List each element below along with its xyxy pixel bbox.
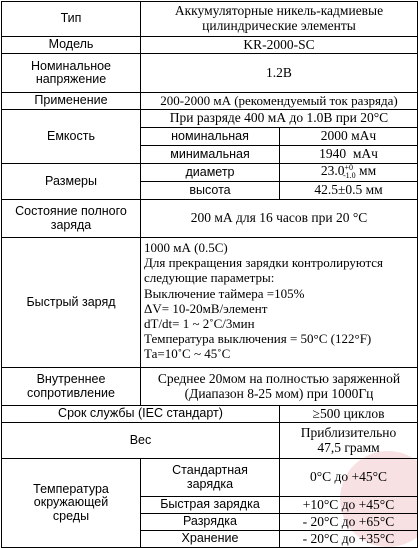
height-label: высота xyxy=(141,182,280,200)
temperature-label xyxy=(2,459,141,548)
fast-charge-line: dT/dt= 1 ~ 2˚С/3мин xyxy=(144,316,255,332)
row-service-life xyxy=(2,406,418,423)
temp-fast-label: Быстрая зарядка xyxy=(141,497,280,514)
type-value-line-2: цилиндрические элементы xyxy=(202,18,356,33)
fast-charge-line: 1000 мА (0.5С) xyxy=(144,240,228,255)
row-fast-charge xyxy=(2,238,418,368)
resistance-label xyxy=(2,368,141,406)
row-capacity-condition xyxy=(2,110,418,128)
diameter-tolerance-plus: +0 xyxy=(344,163,353,173)
temperature-label-line-3: среды xyxy=(52,508,90,523)
model-label: Модель xyxy=(2,37,141,54)
fast-charge-line: Та=10˚С ~ 45˚С xyxy=(144,346,231,362)
temp-standard-value: 0°С до +45°С xyxy=(280,459,418,497)
diameter-number: 23.0 xyxy=(320,163,345,179)
row-full-charge xyxy=(2,200,418,238)
capacity-label: Емкость xyxy=(2,110,141,164)
full-charge-label xyxy=(2,200,141,238)
capacity-condition: При разряде 400 мА до 1.0В при 20°С xyxy=(141,110,418,128)
fast-charge-line: Для прекращения зарядки контролируются xyxy=(144,255,384,271)
weight-value-line-2: 47,5 грамм xyxy=(317,439,380,455)
dimensions-label: Размеры xyxy=(2,164,141,200)
temperature-label-line-1: Температура xyxy=(33,481,109,496)
row-weight xyxy=(2,423,418,459)
full-charge-value: 200 мА для 16 часов при 20 °С xyxy=(141,200,418,238)
weight-value-line-1: Приблизительно xyxy=(300,424,397,440)
fast-charge-line: следующие параметры: xyxy=(144,270,275,286)
diameter-value xyxy=(280,164,418,182)
voltage-label-line-1: Номинальное xyxy=(30,58,112,73)
voltage-label-line-2: напряжение xyxy=(35,72,107,86)
temp-standard-label-line-1: Стандартная xyxy=(172,463,248,477)
diameter-unit: мм xyxy=(359,163,377,179)
temp-discharge-value: - 20°С до +65°С xyxy=(280,514,418,531)
application-label: Применение xyxy=(2,93,141,110)
model-value: KR-2000-SC xyxy=(141,37,418,54)
voltage-label xyxy=(2,54,141,93)
resistance-value-line-1: Среднее 20мом на полностью заряженной xyxy=(157,370,401,386)
resistance-value xyxy=(141,368,418,406)
type-value-line-1: Аккумуляторные никель-кадмиевые xyxy=(174,3,384,19)
application-value: 200-2000 мА (рекомендуемый ток разряда) xyxy=(141,93,418,110)
weight-value xyxy=(280,423,418,459)
voltage-value: 1.2В xyxy=(141,54,418,93)
row-voltage xyxy=(2,54,418,93)
temp-fast-value: +10°С до +45°С xyxy=(280,497,418,514)
fast-charge-line: Выключение таймера =105% xyxy=(144,285,305,301)
resistance-label-line-2: сопротивление xyxy=(27,385,115,400)
fast-charge-line: ΔV= 10-20мВ/элемент xyxy=(144,300,268,316)
weight-label: Вес xyxy=(2,423,280,459)
temp-standard-label xyxy=(141,459,280,497)
full-charge-label-line-1: Состояние полного xyxy=(15,204,127,218)
fast-charge-line: Температура выключения = 50°С (122°F) xyxy=(144,331,372,347)
service-life-label: Срок службы (IEC стандарт) xyxy=(2,406,280,423)
resistance-label-line-1: Внутреннее xyxy=(36,372,106,386)
row-application xyxy=(2,93,418,110)
temperature-label-line-2: окружающей xyxy=(33,495,109,510)
row-resistance xyxy=(2,368,418,406)
height-value: 42.5±0.5 мм xyxy=(280,182,418,200)
row-model xyxy=(2,37,418,54)
diameter-label: диаметр xyxy=(141,164,280,182)
capacity-nominal-value: 2000 мАч xyxy=(280,128,418,146)
row-temp-standard xyxy=(2,459,418,497)
type-label: Тип xyxy=(2,2,141,37)
temp-standard-label-line-2: зарядка xyxy=(186,476,234,491)
diameter-tolerance-minus: -1.0 xyxy=(343,171,356,181)
battery-spec-table xyxy=(1,1,418,548)
full-charge-label-line-2: заряда xyxy=(50,217,92,232)
temp-discharge-label: Разрядка xyxy=(141,514,280,531)
fast-charge-label: Быстрый заряд xyxy=(2,238,141,368)
capacity-min-label: минимальная xyxy=(141,146,280,164)
capacity-nominal-label: номинальная xyxy=(141,128,280,146)
temp-storage-value: - 20°С до +35°С xyxy=(280,531,418,548)
row-type xyxy=(2,2,418,37)
service-life-value: ≥500 циклов xyxy=(280,406,418,423)
resistance-value-line-2: (Диапазон 8-25 мом) при 1000Гц xyxy=(184,385,374,401)
temp-storage-label: Хранение xyxy=(141,531,280,548)
row-dimensions-diameter xyxy=(2,164,418,182)
type-value xyxy=(141,2,418,37)
capacity-min-value: 1940 мАч xyxy=(280,146,418,164)
fast-charge-details xyxy=(141,238,418,368)
